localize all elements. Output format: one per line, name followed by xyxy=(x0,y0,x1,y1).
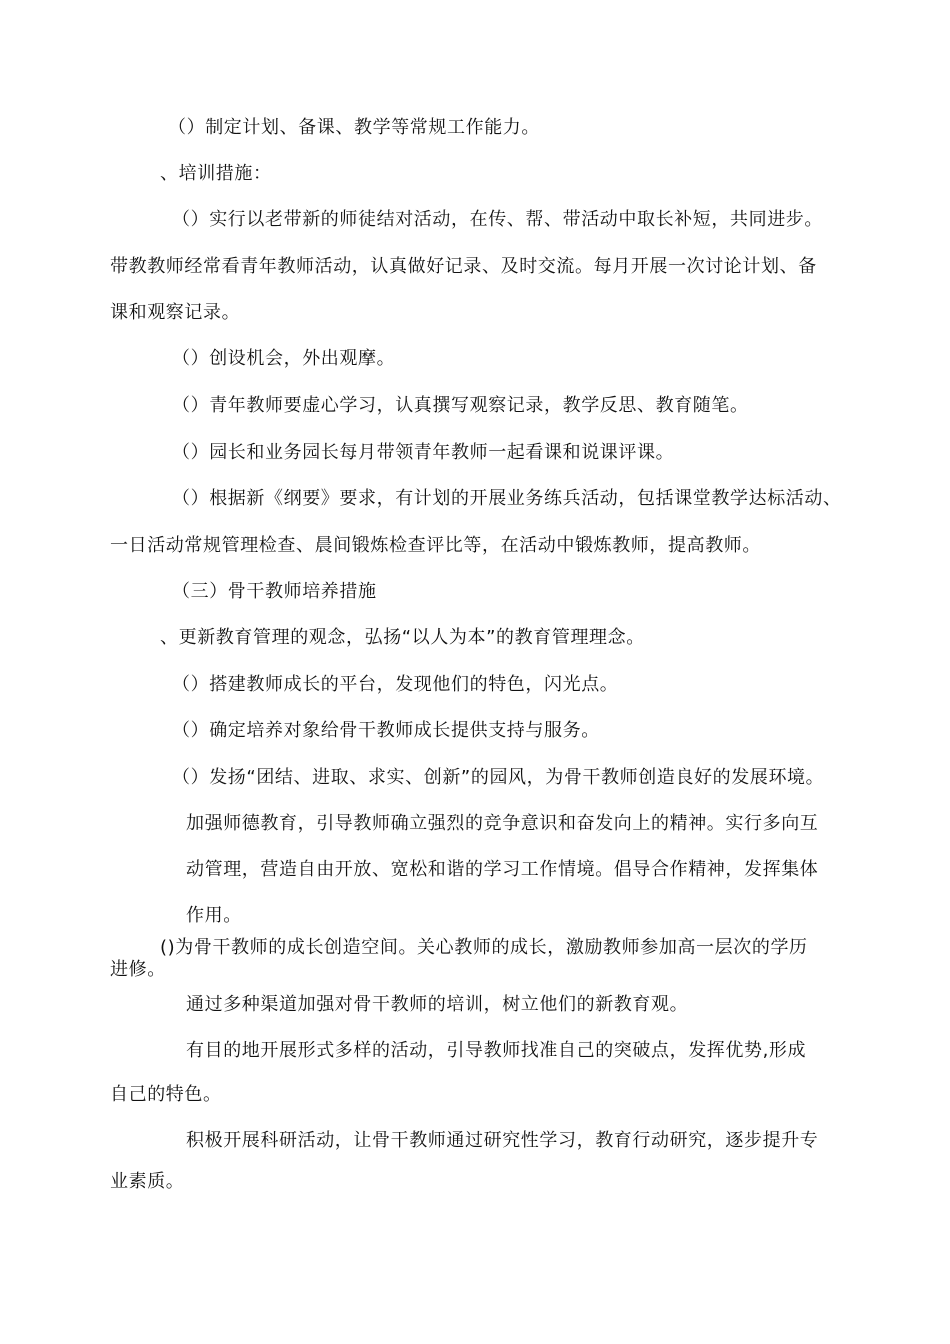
text-line: 自己的特色。 xyxy=(110,1084,222,1105)
text-line: 一日活动常规管理检查、晨间锻炼检查评比等，在活动中锻炼教师，提高教师。 xyxy=(110,535,761,556)
text-line: （）实行以老带新的师徒结对活动，在传、帮、带活动中取长补短，共同进步。 xyxy=(172,209,823,230)
text-line: （）根据新《纲要》要求，有计划的开展业务练兵活动，包括课堂教学达标活动、 xyxy=(172,488,842,509)
text-line: （）青年教师要虚心学习，认真撰写观察记录，教学反思、教育随笔。 xyxy=(172,395,749,416)
text-line: 通过多种渠道加强对骨干教师的培训，树立他们的新教育观。 xyxy=(186,994,689,1015)
text-line: 有目的地开展形式多样的活动，引导教师找准自己的突破点，发挥优势,形成 xyxy=(186,1040,807,1061)
section-heading: （三）骨干教师培养措施 xyxy=(172,581,377,602)
text-line: 、更新教育管理的观念，弘扬“以人为本”的教育管理理念。 xyxy=(160,627,645,648)
text-line: （）搭建教师成长的平台，发现他们的特色，闪光点。 xyxy=(172,674,619,695)
text-line: 积极开展科研活动，让骨干教师通过研究性学习，教育行动研究，逐步提升专 xyxy=(186,1130,819,1151)
text-line: （）制定计划、备课、教学等常规工作能力。 xyxy=(168,117,540,138)
text-line: 动管理，营造自由开放、宽松和谐的学习工作情境。倡导合作精神，发挥集体 xyxy=(186,859,819,880)
text-line: 业素质。 xyxy=(110,1171,185,1192)
text-line: 带教教师经常看青年教师活动，认真做好记录、及时交流。每月开展一次讨论计划、备 xyxy=(110,256,817,277)
text-line: 进修。 xyxy=(110,959,166,980)
text-line: （）创设机会，外出观摩。 xyxy=(172,348,396,369)
text-line: 作用。 xyxy=(186,905,242,926)
text-line: 、培训措施： xyxy=(160,163,272,184)
text-line: 课和观察记录。 xyxy=(110,302,241,323)
text-line: （）确定培养对象给骨干教师成长提供支持与服务。 xyxy=(172,720,600,741)
text-line: 加强师德教育，引导教师确立强烈的竞争意识和奋发向上的精神。实行多向互 xyxy=(186,813,819,834)
text-line: ()为骨干教师的成长创造空间。关心教师的成长，激励教师参加高一层次的学历 xyxy=(160,937,808,958)
text-line: （）园长和业务园长每月带领青年教师一起看课和说课评课。 xyxy=(172,442,675,463)
text-line: （）发扬“团结、进取、求实、创新”的园风，为骨干教师创造良好的发展环境。 xyxy=(172,767,825,788)
